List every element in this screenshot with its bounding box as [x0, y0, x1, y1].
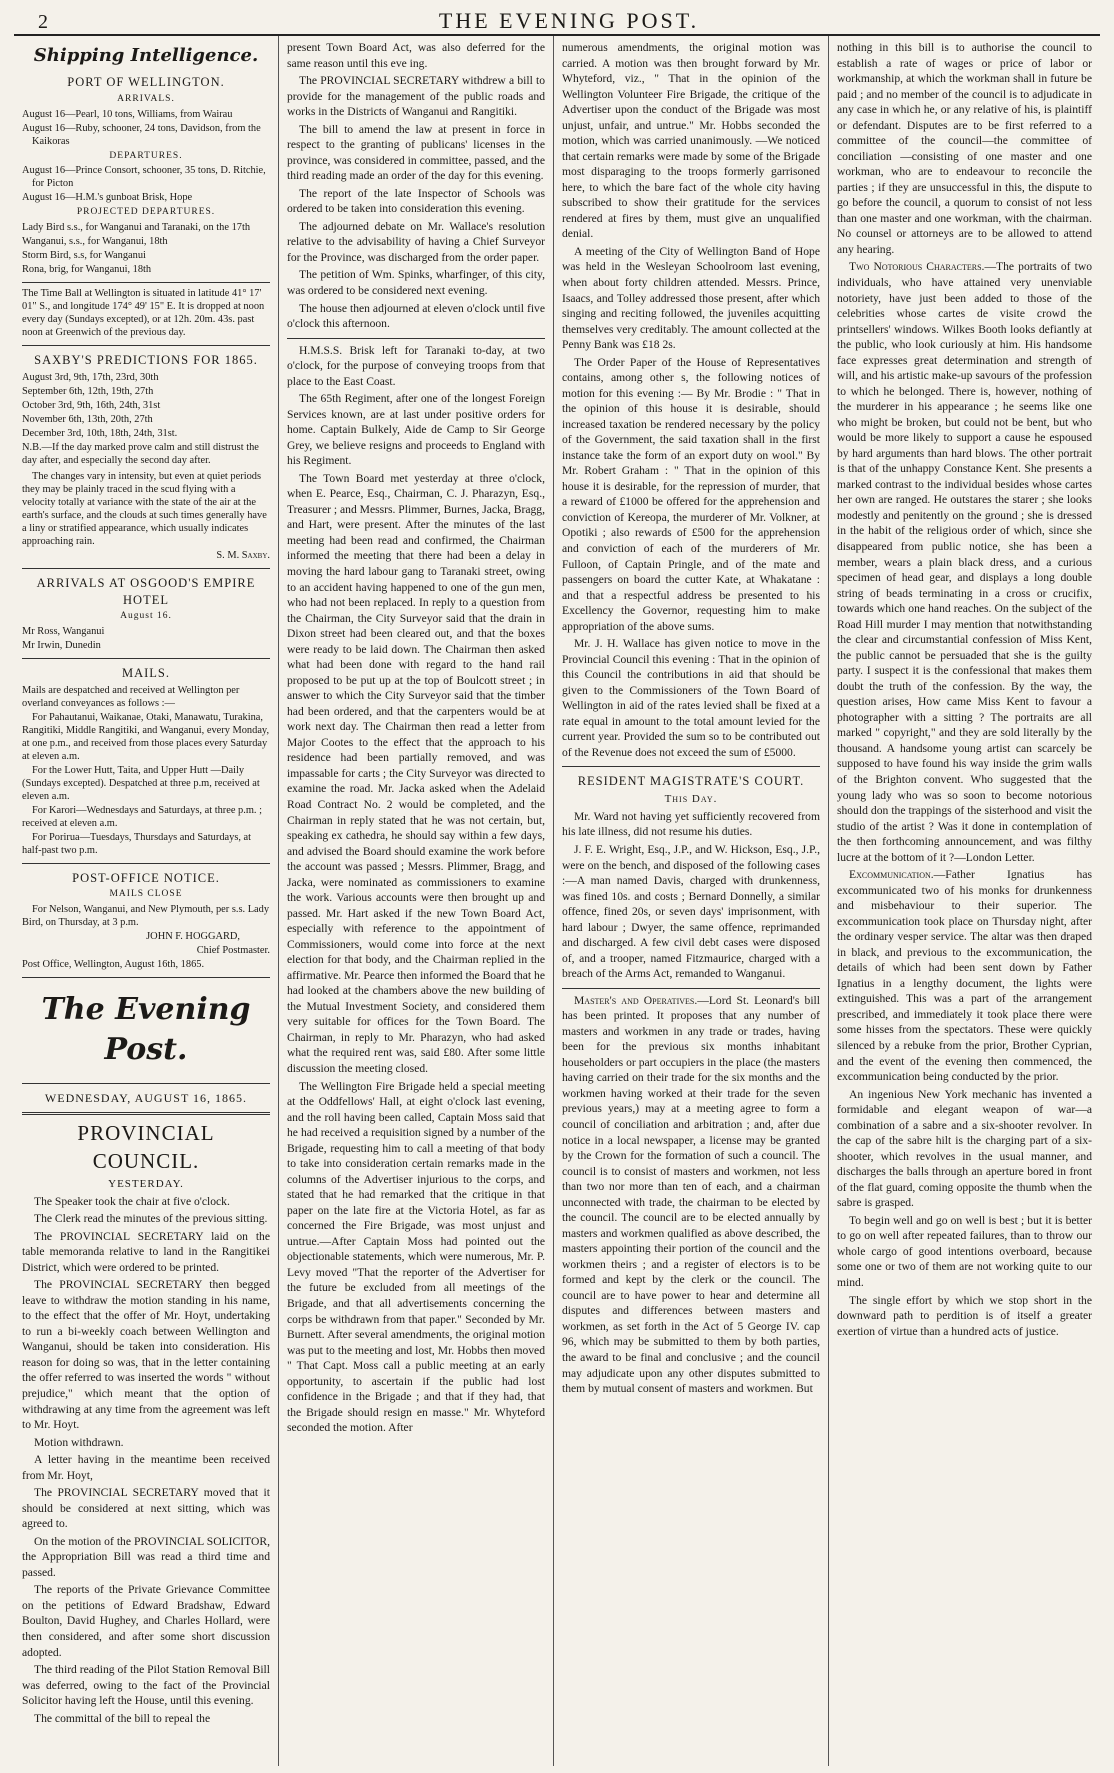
paper-nameplate: The Evening Post. [41, 992, 251, 1068]
paragraph: Mr. J. H. Wallace has given notice to move in the Provincial Council this evening : That in the opinion of this Council the contributions in aid that should be given to the Commissioners of the Town Board of Wellington in aid of the rates levied shall be fixed at a rate equal in amount to the total amount levied for the current year. Provided the sum so to be contributed out of the Revenue does not exceed the sum of £5000. [562, 637, 820, 759]
departures-list [22, 164, 270, 204]
hotel-arrivals-title: ARRIVALS AT OSGOOD'S EMPIRE HOTEL [36, 575, 256, 607]
projected-label: PROJECTED DEPARTURES. [76, 207, 216, 218]
notorious-body: —The portraits of two individuals, who have attained very unenviable notoriety, have just been added to those of the celebrities whose cartes de visite crowd the printsellers' windows. Wilkes Booth looks defiantly at the public, who look curiously at him. His handsome face expresses great determination and strength of will, and his artistic make-up savours of the profession to which he belonged. There is, however, nothing of the murderer in his appearance ; he seems like one who might be broken, but could not be bent, but who would be more likely to support a cause he espoused by hard arguments than hard blows. The other portrait is that of the unhappy Constance Kent. She presents a marked contrast to the individual besides whose cartes her own are ranged. He outstares the starer ; she looks modestly and penitently on the ground ; she is dressed in the habit of the religious order of which, since she disappeared from public notice, she has been a member, wears a plain black dress, and a curious specimen of head gear, and displays a long double string of beads terminating in a cross or crucifix, towards which one hand reaches. On the subject of the Road Hill murder I may mention that notwithstanding the clear and circumstantial confession of Miss Kent, the public cannot be persuaded that she is the guilty party. I suspect it is the confessional that makes them doubt the truth of the confession. By the way, the question arises, How came Miss Kent to favour a photographer with a sitting ? The portraits are all marked " copyright," and they are sold literally by the thousand. A handsome young artist can scarcely be supposed to have found his way inside the grim walls of the Brighton convent. Who suggested that the young lady who was so soon to become notorious should don the trappings of the sisterhood and visit the studio of the artist ? Was it done in contemplation of the then forthcoming announcement, and was filthy lucre at the bottom of it ?—London Letter. [837, 260, 1093, 864]
saxby-body: The changes vary in intensity, but even at quiet periods they may be plainly traced in the scud flying with a velocity totally at variance with the state of the air at the earth's surface, and the clouds at such times generally have a liny or stratified appearance, which usually indicates approaching rain. [22, 470, 267, 547]
paragraph: The PROVINCIAL SECRETARY withdrew a bill to provide for the management of the public roads and works in the Districts of Wanganui and Rangitiki. [287, 74, 545, 119]
list-item: Wanganui, s.s., for Wanganui, 18th [22, 236, 168, 248]
masters-body: —Lord St. Leonard's bill has been printed. It proposes that any number of masters and workmen in any trade or trades, having been for the previous six months inhabitant householders or part occupiers in the place (the masters having carried on their trade for the six months and the workmen having worked at their trade for the seven previous years,) may at a meeting agree to form a council of conciliation and arbitration ; and, after due notice in a local newspaper, a license may be granted by the Crown for the formation of such a council. The council is to consist of masters and workmen, not less than two nor more than ten of each, and a chairman unconnected with trade, the chairman to be elected by the council. The council are to be elected annually by masters and workmen qualified as above described, the masters appointing their portion of the council and the workmen theirs ; and a register of electors is to be formed and kept by the clerk or the council. The council are to have power to hear and determine all disputes and differences between masters and workmen, as set forth in the Act of 5 George IV. cap 96, which may be submitted to them by both parties, the award to be final and conclusive ; and the council may adjudicate upon any other disputes submitted to them by mutual consent of masters and workmen. But [562, 993, 820, 1396]
divider [287, 338, 545, 339]
paragraph: nothing in this bill is to authorise the council to establish a rate of wages or price of labor or workmanship, at which the workman shall in future be paid ; and no member of the council is to adjudicate in any case in which he, or any relative of his, is plaintiff or defendant. Disputes are to be first referred to a committee of the council—the committee of conciliation —consisting of one master and one workman, who are to endeavour to reconcile the parties ; if they are unsuccessful in this, the dispute to go before the council, a quorum to consist of not less than one master and one workman, with the chairman. No counsel or attorneys are to be allowed to attend any hearing. [837, 41, 1092, 256]
list-item: August 16—Ruby, schooner, 24 tons, Davidson, from the Kaikoras [22, 122, 261, 147]
paragraph: present Town Board Act, was also deferred for the same reason until this eve ing. [287, 41, 545, 70]
list-item: For the Lower Hutt, Taita, and Upper Hutt —Daily (Sundays excepted). Despatched at three p.m, received at eleven a.m. [22, 764, 260, 802]
column-3 [554, 36, 829, 1766]
list-item: For Pahautanui, Waikanae, Otaki, Manawatu, Turakina, Rangitiki, Middle Rangitiki, and Wanganui, every Monday, at one p.m., and received from those places every Saturday at eleven a.m. [22, 711, 270, 762]
paragraph: The Town Board met yesterday at three o'clock, when E. Pearce, Esq., Chairman, C. J. Pharazyn, Esq., Treasurer ; and Messrs. Plimmer, Burnes, Jacka, Bragg, and Hart, were present. After the minutes of the last meeting had been read and confirmed, the Chairman informed the meeting that there had been a delay in moving the hard labour gang to Taranaki street, owing to an accident having happened to one of the gun men, who had not been replaced. In reply to a question from the Chairman, the City Surveyor said that the drain in Dixon street had been cleared out, and that the boxes were ready to be laid down. The Chairman then asked what had been done with regard to the hand rail proposed to be put up at the top of Boulcott street ; in answer to which the City Surveyor said that the timber had been ordered, and that the carpenters would be at work next day. The Chairman then read a letter from Major Cootes to the effect that the approach to his residence had been partially removed, and was impassable for carts ; the City Surveyor was directed to examine the road. Mr. Jacka asked when the Adelaid Road Contract No. 2 would be completed, and the Chairman in reply stated that he was not certain, but, speaking ex cathedra, he should say within a few days, and advised the Board should examine the work before the account was passed ; Messrs. Plimmer, Bragg, and Jacka, were nominated as commissioners to examine the work. Various accounts were then brought up and passed. Mr. Hart asked if the new Town Board Act, especially with reference to the appointment of Commissioners, would come into force at the next election for that body, and the Chairman replied in the affirmative. Mr. Pearce then informed the Board that he had looked at the chambers above the new building of the Mutual Investment Society, and considered them very suitable for offices for the Town Board. The Chairman, in reply to Mr. Pharazyn, who had asked what the required rent was, said £80. After some little discussion the meeting closed. [287, 471, 545, 1075]
divider [22, 1112, 270, 1115]
saxby-nb: N.B.—If the day marked prove calm and still distrust the day after, and especially the second day after. [22, 441, 259, 466]
paragraph: The Order Paper of the House of Representatives contains, among other s, the following notices of motion for this evening :— By Mr. Brodie : " That in the opinion of this house it is desirable, should increased taxation be rendered necessary by the policy of the Government, the said taxation shall in the first instance take the form of an export duty on wool." By Mr. Robert Graham : " That in the opinion of this house it is desirable, for the repression of murder, that a reward of £1000 be offered for the apprehension and conviction of Kereopa, the murderer of Mr. Volkner, at Opotiki ; also rewards of £500 for the apprehension and conviction of each of the murderers of Mr. Fulloon, of Captain Pringle, and of the mate and passengers on board the cutter Kate, at Whakatane : and that a respectful address be presented to his Excellency the Governor, requesting him to make appropriation of the above sums. [562, 355, 820, 633]
divider [22, 568, 270, 569]
paragraph: The PROVINCIAL SECRETARY laid on the table memoranda relative to land in the Rangitikei District, which were ordered to be printed. [22, 1229, 270, 1274]
post-office-body: For Nelson, Wanganui, and New Plymouth, per s.s. Lady Bird, on Thursday, at 3 p.m. [22, 904, 270, 929]
saxby-title: SAXBY'S PREDICTIONS FOR 1865. [34, 353, 258, 368]
post-office-sub: MAILS CLOSE [109, 889, 183, 900]
divider [22, 1083, 270, 1084]
divider [22, 977, 270, 978]
paragraph: The reports of the Private Grievance Committee on the petitions of Edward Bradshaw, Edward Boulton, David Hughey, and Charles Hollard, were then considered, and after some short discussion adopted. [22, 1583, 270, 1659]
list-item: August 16—H.M.'s gunboat Brisk, Hope [22, 192, 193, 204]
paragraph: The Speaker took the chair at five o'clock. [34, 1194, 230, 1208]
list-item: August 3rd, 9th, 17th, 23rd, 30th [22, 371, 159, 383]
post-office-signature: JOHN F. HOGGARD, [146, 931, 240, 943]
list-item: September 6th, 12th, 19th, 27th [22, 385, 154, 397]
paragraph: The PROVINCIAL SECRETARY moved that it should be considered at next sitting, which was agreed to. [22, 1486, 270, 1531]
paragraph: A meeting of the City of Wellington Band of Hope was held in the Wesleyan Schoolroom last evening, when about forty children attended. Messrs. Prince, Isaacs, and Tolley addressed those present, after which singing and reciting followed, the juveniles acquitting themselves very creditably. The amount collected at the Penny Bank was £18 2s. [562, 244, 820, 352]
paragraph: The bill to amend the law at present in force in respect to the granting of publicans' licenses in the province, was considered in committee, passed, and the third reading made an order of the day for this evening. [287, 122, 545, 183]
saxby-dates [22, 371, 270, 562]
excommunication-lead: Excommunication. [849, 868, 934, 882]
divider [562, 988, 820, 989]
mails-list [22, 684, 270, 857]
paragraph: The house then adjourned at eleven o'clock until five o'clock this afternoon. [287, 301, 545, 331]
paragraph: H.M.S.S. Brisk left for Taranaki to-day, at two o'clock, for the purpose of conveying troops from that place to the East Coast. [287, 343, 545, 388]
column-4 [829, 36, 1100, 1766]
list-item: Mr Irwin, Dunedin [22, 639, 101, 651]
list-item: Storm Bird, s.s, for Wanganui [22, 250, 146, 262]
paragraph: The third reading of the Pilot Station Removal Bill was deferred, owing to the fact of the Provincial Solicitor having left the House, until this evening. [22, 1663, 270, 1708]
masters-lead: Master's and Operatives. [574, 993, 698, 1007]
paragraph: The PROVINCIAL SECRETARY then begged leave to withdraw the motion standing in his name, to the effect that the offer of Mr. Hoyt, undertaking to run a bi-weekly coach between Wellington and Wanganui, should be taken into consideration. His reason for doing so was, that in the letter containing the offer referred to was inserted the words " without prejudice," which meant that the option of withdrawing at any time from the agreement was left to Mr. Hoyt. [22, 1278, 270, 1432]
column-1 [14, 36, 279, 1766]
arrivals-label: ARRIVALS. [117, 93, 175, 104]
projected-list [22, 221, 270, 276]
court-title: RESIDENT MAGISTRATE'S COURT. [577, 774, 805, 789]
divider [22, 282, 270, 283]
council-sub: YESTERDAY. [108, 1177, 184, 1190]
time-ball-notice: The Time Ball at Wellington is situated in latitude 41° 17' 01" S., and longitude 174° 49' 15" E. It is dropped at noon every day (Sundays excepted), or at 12h. 20m. 43s. past noon at Greenwich of the previous day. [22, 288, 265, 339]
column-2 [279, 36, 554, 1766]
post-office-sign-title: Chief Postmaster. [196, 945, 270, 957]
paragraph: To begin well and go on well is best ; but it is better to go on well after repeated failures, than to throw our whole cargo of good intentions overboard, because some one or two of them are not working quite to our mind. [837, 1213, 1092, 1289]
paragraph: numerous amendments, the original motion was carried. A motion was then brought forward by Mr. Whyteford, viz., " That in the opinion of the Wellington Volunteer Fire Brigade, the critique of the Advertiser upon the conduct of the Brigade was most unjust, unfair, and untrue." Mr. Hobbs seconded the motion, which was carried unanimously. —We noticed that certain remarks were made by some of the Brigade most disparaging to the troops formerly garrisoned here, to which the bare fact of the whole city having subscribed to show their gratitude for the services rendered at fires by them, must give an unqualified denial. [562, 41, 820, 241]
arrivals-list [22, 108, 270, 148]
excommunication-body: —Father Ignatius has excommunicated two of his monks for drunkenness and misbehaviour to their superior. The excommunication took place on Thursday night, after the ordinary vesper service. The altar was then draped in black, and previous to the excommunication, the details of which had been sent down by Father Ignatius in a lengthy document, the lights were extinguished. This was a part of the arrangement prescribed, and immediately it took place there were some hisses from the spectators. These were quickly silenced by a rebuke from the prior, Brother Cyprian, and the event of the evening then commenced, the excommunication being conducted by the prior. [837, 868, 1092, 1084]
post-office-title: POST-OFFICE NOTICE. [72, 870, 220, 885]
mails-title: MAILS. [121, 665, 171, 680]
masters-operatives-paragraph [562, 993, 820, 1397]
saxby-signature: S. M. Saxby. [216, 549, 270, 561]
page-number: 2 [38, 11, 48, 33]
columns [14, 36, 1100, 1766]
port-title: PORT OF WELLINGTON. [67, 75, 225, 90]
divider [22, 345, 270, 346]
paragraph: An ingenious New York mechanic has invented a formidable and elegant weapon of war—a combination of a sabre and a six-shooter revolver. In the cap of the sabre hilt is the charging part of a six-shooter, which revolves in the usual manner, and discharges the balls through an aperture bored in front of the flat guard, coming opposite the thumb when the sabre is grasped. [837, 1087, 1092, 1210]
divider [22, 658, 270, 659]
shipping-heading: Shipping Intelligence. [33, 45, 259, 66]
paragraph: J. F. E. Wright, Esq., J.P., and W. Hickson, Esq., J.P., were on the bench, and disposed of the following cases :—A man named Davis, charged with drunkenness, was fined 10s. and costs ; Bernard Donnelly, a similar offence, fined 20s, or seven days' imprisonment, with hard labour ; Dwyer, the same offence, reprimanded and discharged. A few civil debt cases were disposed of, and a trooper, named Fitzmaurice, charged with a breach of the Arms Act, remanded to Wanganui. [562, 842, 820, 981]
list-item: August 16—Prince Consort, schooner, 35 tons, D. Ritchie, for Picton [22, 165, 266, 190]
paragraph: The Wellington Fire Brigade held a special meeting at the Oddfellows' Hall, at eight o'clock last evening, and the roll having been called, Captain Moss said that he had received a requisition signed by a number of the Brigade, requesting him to call a meeting of that body to take into consideration certain remarks made in the columns of the Advertiser injurious to the corps, and stated that he had remarked that the critique in that paper on the late fire at the Victoria Hotel, as far as concerned the Fire Brigade, was most unjust and untrue.—After Captain Moss had pointed out the objectionable statements, which were numerous, Mr. P. Levy moved "That the reporter of the Advertiser for the future be excluded from all meetings of the Brigade, and that all advertisements concerning the corps be withdrawn from that paper." Seconded by Mr. Burnett. After several amendments, the original motion was put to the meeting and lost, Mr. Hobbs then moved " That Capt. Moss call a public meeting at an early opportunity, to ascertain if the public had lost confidence in the Brigade ; and that if they had, that the Brigade should resign en masse." Mr. Whyteford seconded the motion. After [287, 1079, 545, 1435]
paragraph: Mr. Ward not having yet sufficiently recovered from his late illness, did not resume his duties. [562, 809, 820, 839]
list-item: Rona, brig, for Wanganui, 18th [22, 264, 152, 276]
paragraph: A letter having in the meantime been received from Mr. Hoyt, [22, 1453, 270, 1482]
council-title: PROVINCIAL COUNCIL. [77, 1120, 215, 1173]
paragraph: On the motion of the PROVINCIAL SOLICITOR, the Appropriation Bill was read a third time and passed. [22, 1534, 270, 1579]
court-sub: This Day. [664, 793, 718, 806]
paragraph: The Clerk read the minutes of the previous sitting. [34, 1212, 268, 1226]
notorious-lead: Two Notorious Characters. [849, 260, 985, 274]
list-item: November 6th, 13th, 20th, 27th [22, 413, 153, 425]
paragraph: The single effort by which we stop short in the downward path to perdition is of itself a greater exertion of virtue than a hundred acts of justice. [837, 1293, 1092, 1338]
paragraph: The adjourned debate on Mr. Wallace's resolution relative to the advisability of having a Chief Surveyor for the Province, was discharged from the order paper. [287, 219, 545, 264]
paragraph: The 65th Regiment, after one of the longest Foreign Services known, are at last under positive orders for home. Captain Bulkely, Aide de Camp to Sir George Grey, we believe resigns and proceeds to England with his Regiment. [287, 392, 545, 468]
running-title: THE EVENING POST. [438, 8, 700, 33]
list-item: August 16—Pearl, 10 tons, Williams, from Wairau [22, 108, 233, 120]
notorious-paragraph [837, 259, 1092, 865]
paragraph: The committal of the bill to repeal the [34, 1711, 211, 1725]
paragraph: The report of the late Inspector of Schools was ordered to be taken into consideration this evening. [287, 186, 545, 216]
masthead [14, 8, 1100, 33]
list-item: Mails are despatched and received at Wellington per overland conveyances as follows :— [22, 684, 240, 709]
post-office-place: Post Office, Wellington, August 16th, 1865. [22, 959, 205, 971]
hotel-arrivals-date: August 16. [120, 611, 172, 622]
list-item: Mr Ross, Wanganui [22, 625, 105, 637]
council-report [22, 1194, 270, 1727]
paragraph: The petition of Wm. Spinks, wharfinger, of this city, was ordered to be considered next evening. [287, 268, 545, 297]
hotel-arrivals-list [22, 625, 270, 652]
excommunication-paragraph [837, 867, 1092, 1084]
divider [22, 863, 270, 864]
departures-label: DEPARTURES. [109, 150, 183, 161]
list-item: Lady Bird s.s., for Wanganui and Taranaki, on the 17th [22, 222, 251, 234]
paragraph: Motion withdrawn. [34, 1435, 124, 1449]
list-item: October 3rd, 9th, 16th, 24th, 31st [22, 399, 161, 411]
list-item: December 3rd, 10th, 18th, 24th, 31st. [22, 427, 178, 439]
list-item: For Porirua—Tuesdays, Thursdays and Saturdays, at half-past two p.m. [22, 831, 252, 856]
issue-date: WEDNESDAY, AUGUST 16, 1865. [44, 1090, 248, 1105]
divider [562, 766, 820, 767]
list-item: For Karori—Wednesdays and Saturdays, at three p.m. ; received at eleven a.m. [22, 804, 263, 829]
post-office-notice [22, 903, 270, 971]
